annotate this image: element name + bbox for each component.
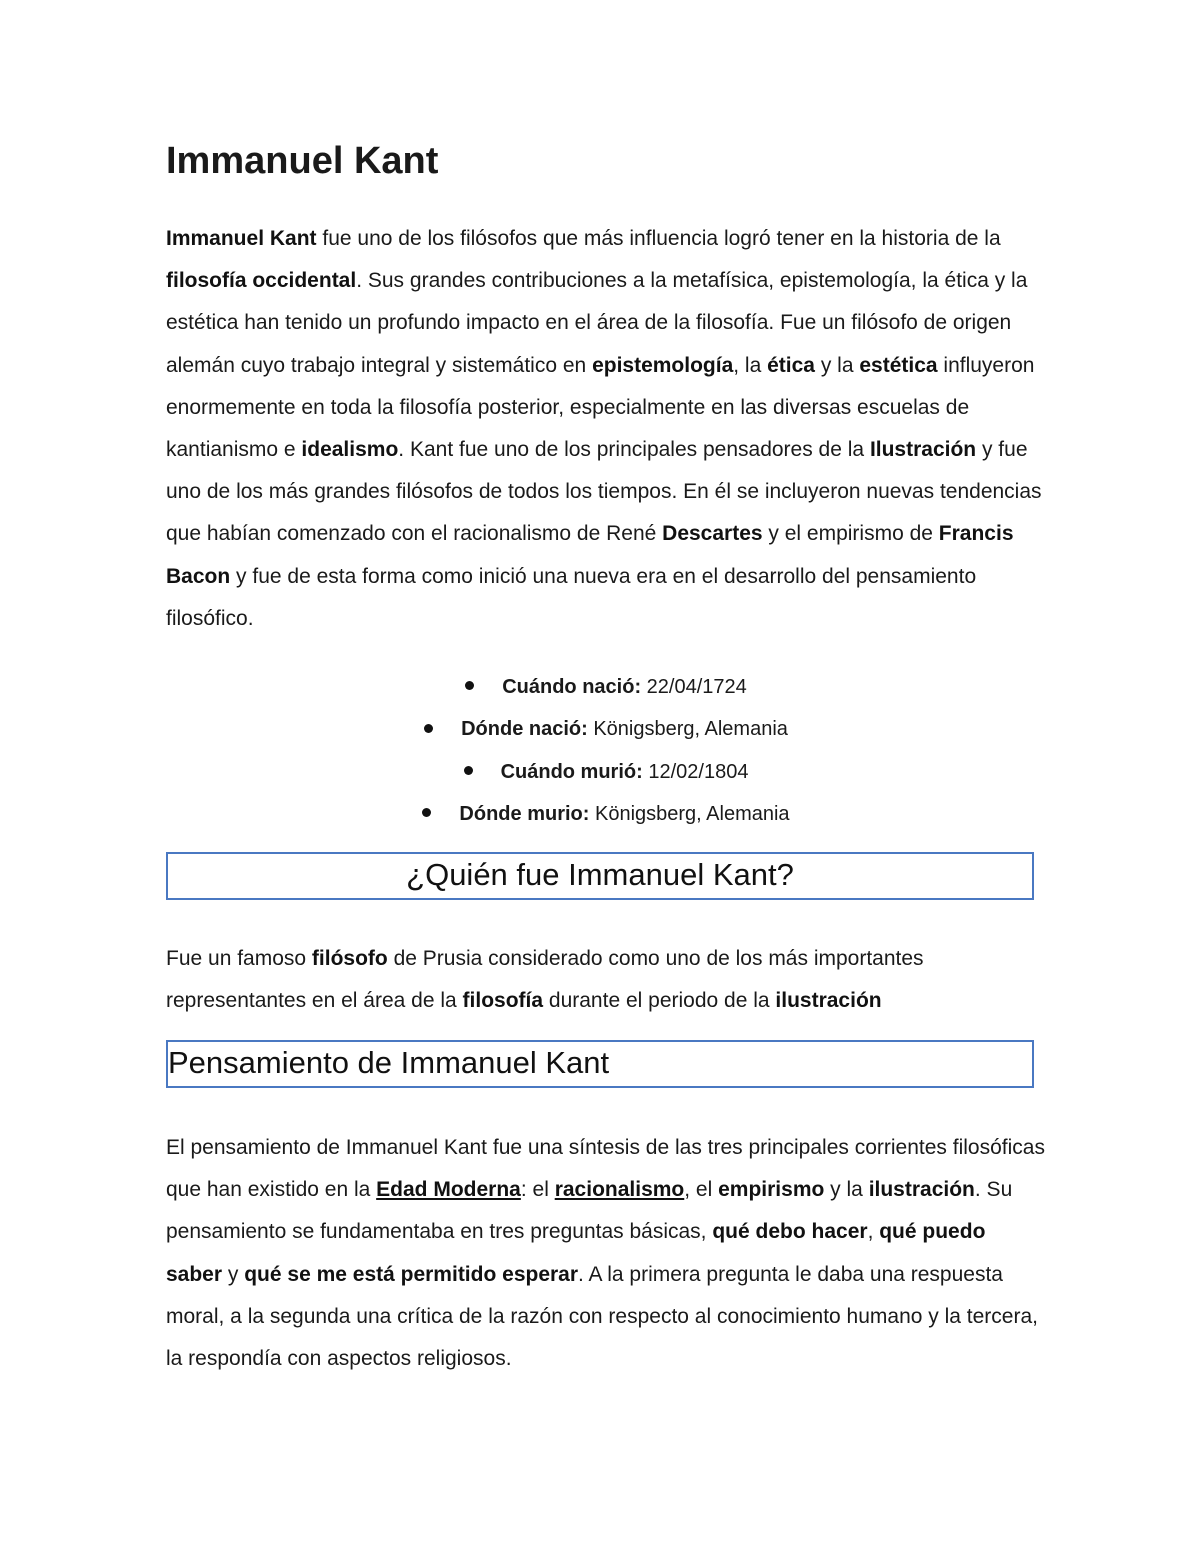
link-edad-moderna[interactable]: Edad Moderna <box>376 1178 521 1202</box>
bold-text: Descartes <box>662 522 763 546</box>
section-heading-who: ¿Quién fue Immanuel Kant? <box>166 852 1034 900</box>
bold-text: ilustración <box>868 1178 975 1202</box>
section-heading-thought: Pensamiento de Immanuel Kant <box>166 1040 1034 1088</box>
bold-text: epistemología <box>592 353 734 377</box>
fact-label: Dónde nació: <box>461 718 588 741</box>
fact-value: Königsberg, Alemania <box>589 803 790 826</box>
list-item <box>166 666 1046 708</box>
bold-text: filósofo <box>311 947 388 970</box>
fact-value: 22/04/1724 <box>641 676 747 698</box>
bold-text: filosofía occidental <box>166 269 357 293</box>
list-item <box>166 793 1046 835</box>
bullet-icon <box>464 766 473 775</box>
bullet-icon <box>465 681 474 690</box>
bold-text: empirismo <box>718 1178 825 1202</box>
bold-text: qué debo hacer <box>712 1220 868 1244</box>
intro-paragraph: Immanuel Kant fue uno de los filósofos que más influencia logró tener en la historia de la filosofía occidental. Sus grandes contribuciones a la metafísica, epistemología, la ética y la estética han tenido un profundo impacto en el área de la filosofía. Fue un filósofo de origen alemán cuyo trabajo integral y sistemático en epistemología, la ética y la estética influyeron enormemente en toda la filosofía posterior, especialmente en las diversas escuelas de kantianismo e idealismo. Kant fue uno de los principales pensadores de la Ilustración y fue uno de los más grandes filósofos de todos los tiempos. En él se incluyeron nuevas tendencias que habían comenzado con el racionalismo de René Descartes y el empirismo de Francis Bacon y fue de esta forma como inició una nueva era en el desarrollo del pensamiento filosófico. <box>166 227 1042 630</box>
link-racionalismo[interactable]: racionalismo <box>554 1178 685 1202</box>
thought-paragraph: El pensamiento de Immanuel Kant fue una síntesis de las tres principales corrientes filosóficas que han existido en la Edad Moderna: el racionalismo, el empirismo y la ilustración. Su pensamiento se fundamentaba en tres preguntas básicas, qué debo hacer, qué puedo saber y qué se me está permitido esperar. A la primera pregunta le daba una respuesta moral, a la segunda una crítica de la razón con respecto al conocimiento humano y la tercera, la respondía con aspectos religiosos. <box>166 1136 1045 1371</box>
bold-text: Francis Bacon <box>166 522 1014 588</box>
fact-label: Cuándo nació: <box>502 676 642 698</box>
fact-label: Dónde murio: <box>459 803 590 826</box>
bold-text: qué se me está permitido esperar <box>244 1262 579 1286</box>
bold-text: filosofía <box>462 989 544 1013</box>
bold-text: ilustración <box>775 989 882 1013</box>
facts-list <box>166 666 1046 836</box>
fact-label: Cuándo murió: <box>500 760 643 783</box>
bold-text: qué puedo saber <box>166 1220 986 1286</box>
bold-text: ética <box>767 353 815 377</box>
bold-text: Immanuel Kant <box>166 227 317 250</box>
list-item <box>166 751 1046 793</box>
bold-text: Ilustración <box>869 438 977 462</box>
list-item <box>166 708 1046 750</box>
bold-text: estética <box>859 353 938 377</box>
fact-value: Königsberg, Alemania <box>587 718 788 741</box>
bullet-icon <box>424 724 433 733</box>
page-title: Immanuel Kant <box>166 140 439 182</box>
who-paragraph: Fue un famoso filósofo de Prusia considerado como uno de los más importantes representantes en el área de la filosofía durante el periodo de la ilustración <box>166 947 924 1013</box>
bullet-icon <box>422 808 431 817</box>
fact-value: 12/02/1804 <box>642 760 749 783</box>
bold-text: idealismo <box>301 438 399 462</box>
